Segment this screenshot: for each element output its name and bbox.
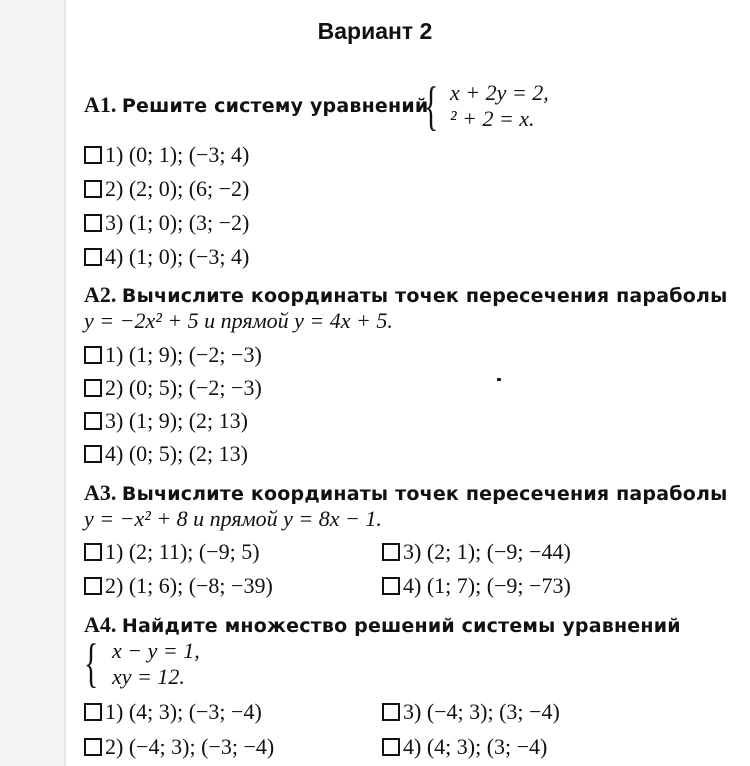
question-formula: y = −x² + 8 и прямой y = 8x − 1. — [84, 506, 382, 531]
question-text: Вычислите координаты точек пересечения параболы — [121, 483, 728, 505]
option-label: 1) (4; 3); (−3; −4) — [105, 699, 262, 724]
question-a2 — [84, 282, 727, 309]
checkbox[interactable] — [382, 577, 400, 595]
checkbox[interactable] — [84, 379, 102, 397]
question-formula: y = −2x² + 5 и прямой y = 4x + 5. — [84, 308, 393, 333]
option-label: 1) (1; 9); (−2; −3) — [105, 342, 262, 367]
option-checkbox-row[interactable] — [84, 573, 273, 599]
checkbox[interactable] — [84, 146, 102, 164]
option-checkbox-row[interactable] — [84, 342, 262, 368]
checkbox[interactable] — [84, 248, 102, 266]
option-label: 2) (1; 6); (−8; −39) — [105, 573, 273, 598]
option-checkbox-row[interactable] — [84, 176, 249, 202]
checkbox[interactable] — [382, 703, 400, 721]
option-checkbox-row[interactable] — [84, 244, 249, 270]
option-checkbox-row[interactable] — [84, 699, 262, 725]
option-checkbox-row[interactable] — [84, 441, 248, 467]
question-label: А4. — [84, 612, 117, 637]
option-checkbox-row[interactable] — [84, 210, 249, 236]
margin-divider — [64, 0, 66, 766]
option-label: 4) (1; 7); (−9; −73) — [403, 573, 571, 598]
checkbox[interactable] — [84, 214, 102, 232]
system-equation-2: xy = 12. — [112, 664, 185, 689]
question-a1 — [84, 92, 428, 119]
option-checkbox-row[interactable] — [84, 142, 249, 168]
option-label: 3) (−4; 3); (3; −4) — [403, 699, 560, 724]
question-a4 — [84, 612, 681, 639]
option-label: 4) (0; 5); (2; 13) — [105, 441, 248, 466]
option-checkbox-row[interactable] — [382, 573, 571, 599]
system-brace: { — [84, 633, 99, 693]
question-text: Вычислите координаты точек пересечения параболы — [121, 285, 728, 307]
checkbox[interactable] — [382, 543, 400, 561]
question-label: А2. — [84, 282, 117, 307]
option-checkbox-row[interactable] — [382, 539, 571, 565]
option-label: 3) (2; 1); (−9; −44) — [403, 539, 571, 564]
left-margin — [0, 0, 64, 766]
system-equation-1: x − y = 1, — [112, 638, 200, 663]
stray-dot — [497, 378, 501, 381]
option-checkbox-row[interactable] — [382, 699, 560, 725]
checkbox[interactable] — [84, 180, 102, 198]
question-label: А3. — [84, 480, 117, 505]
question-a3 — [84, 480, 727, 507]
option-checkbox-row[interactable] — [382, 734, 547, 760]
option-label: 2) (0; 5); (−2; −3) — [105, 375, 262, 400]
option-checkbox-row[interactable] — [84, 375, 262, 401]
checkbox[interactable] — [84, 703, 102, 721]
checkbox[interactable] — [382, 738, 400, 756]
question-text: Решите систему уравнений — [121, 95, 429, 117]
checkbox[interactable] — [84, 577, 102, 595]
system-equation-1: x + 2y = 2, — [450, 80, 549, 105]
option-checkbox-row[interactable] — [84, 408, 248, 434]
option-label: 4) (4; 3); (3; −4) — [403, 734, 548, 759]
checkbox[interactable] — [84, 346, 102, 364]
checkbox[interactable] — [84, 445, 102, 463]
option-label: 2) (−4; 3); (−3; −4) — [105, 734, 275, 759]
option-checkbox-row[interactable] — [84, 734, 274, 760]
system-brace: { — [424, 76, 439, 136]
option-label: 3) (1; 0); (3; −2) — [105, 210, 250, 235]
option-checkbox-row[interactable] — [84, 539, 260, 565]
option-label: 4) (1; 0); (−3; 4) — [105, 244, 250, 269]
option-label: 1) (2; 11); (−9; 5) — [105, 539, 260, 564]
option-label: 2) (2; 0); (6; −2) — [105, 176, 250, 201]
option-label: 3) (1; 9); (2; 13) — [105, 408, 248, 433]
variant-title: Вариант 2 — [317, 18, 433, 44]
checkbox[interactable] — [84, 412, 102, 430]
checkbox[interactable] — [84, 738, 102, 756]
checkbox[interactable] — [84, 543, 102, 561]
system-equation-2: ² + 2 = x. — [450, 106, 535, 131]
option-label: 1) (0; 1); (−3; 4) — [105, 142, 250, 167]
question-label: А1. — [84, 92, 117, 117]
question-text: Найдите множество решений системы уравнений — [121, 615, 681, 637]
